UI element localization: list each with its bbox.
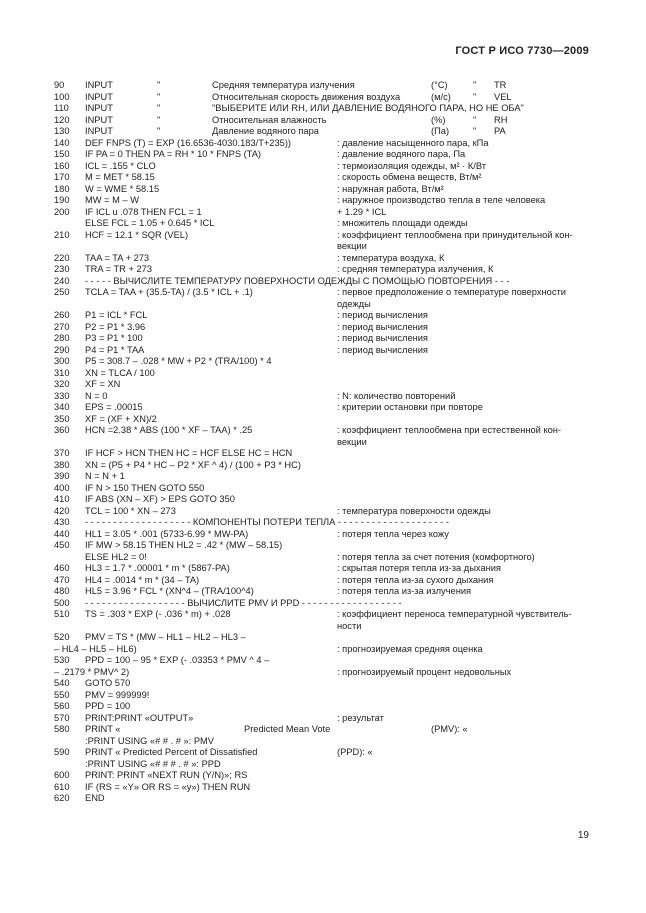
code-comment: : период вычисления <box>337 310 428 320</box>
code-statement: PMV = TS * (MW – HL1 – HL2 – HL3 – <box>85 632 246 642</box>
code-line <box>0 540 646 552</box>
print-line <box>0 724 646 736</box>
code-line <box>0 632 646 644</box>
code-statement: IF (RS = «Y» OR RS = «y») THEN RUN <box>85 781 251 792</box>
code-statement: P5 = 308.7 – .028 * MW + P2 * (TRA/100) * 4 <box>85 356 272 366</box>
code-statement: M = MET * 58.15 <box>85 172 155 182</box>
code-line <box>0 172 646 184</box>
code-line <box>0 552 646 564</box>
input-description: Относительная скорость движения воздуха <box>212 91 401 102</box>
code-statement: PRINT « Predicted Percent of Dissatisfied <box>85 747 258 757</box>
line-number: 580 <box>54 724 70 734</box>
line-number: 480 <box>54 586 70 596</box>
quote-mark: " <box>473 114 477 125</box>
line-number: 350 <box>54 413 70 424</box>
code-line <box>0 575 646 587</box>
code-line <box>0 161 646 173</box>
code-line <box>0 287 646 299</box>
code-comment: : N: количество повторений <box>337 390 456 401</box>
line-number: 250 <box>54 287 70 297</box>
code-line <box>0 644 646 656</box>
code-comment: : потеря тепла за счет потения (комфортного) <box>337 551 535 562</box>
code-statement: EPS = .00015 <box>85 402 143 412</box>
code-line <box>0 690 646 702</box>
code-comment: ности <box>337 620 362 631</box>
input-variable: PA <box>494 126 506 136</box>
line-number: 100 <box>54 91 70 102</box>
code-statement: IF PA = 0 THEN PA = RH * 10 * FNPS (TA) <box>85 149 262 159</box>
code-keyword: INPUT <box>85 80 113 90</box>
line-number: 200 <box>54 206 70 217</box>
code-statement: END <box>85 793 105 803</box>
code-comment: : температура воздуха, К <box>337 252 445 263</box>
code-statement: XN = (P5 + P4 * HC – P2 * XF ^ 4) / (100 + P3 * HC) <box>85 459 301 470</box>
code-statement: P3 = P1 * 100 <box>85 333 143 343</box>
line-number: 320 <box>54 379 70 389</box>
code-line <box>0 195 646 207</box>
print-line <box>0 793 646 805</box>
code-statement: W = WME * 58.15 <box>85 183 160 194</box>
line-number: 430 <box>54 517 70 527</box>
line-number: 280 <box>54 333 70 343</box>
line-number: 530 <box>54 655 70 665</box>
line-number: 590 <box>54 747 70 757</box>
code-comment: : термоизоляция одежды, м² · К/Вт <box>337 160 486 171</box>
code-statement: HCN =2.38 * ABS (100 * XF – TAA) * .25 <box>85 425 253 435</box>
code-line <box>0 437 646 449</box>
code-line <box>0 207 646 219</box>
code-statement: TRA = TR + 273 <box>85 264 153 274</box>
input-line <box>0 126 646 138</box>
input-variable: TR <box>494 80 507 90</box>
line-number: 440 <box>54 528 70 539</box>
code-line <box>0 483 646 495</box>
input-unit: (м/с) <box>431 91 451 102</box>
quote-mark: " <box>473 91 477 102</box>
line-number: 90 <box>54 80 65 90</box>
code-comment: : период вычисления <box>337 344 428 355</box>
document-header: ГОСТ Р ИСО 7730—2009 <box>455 45 589 57</box>
code-statement: :PRINT USING «# # # . # »: PPD <box>85 758 221 769</box>
code-line <box>0 241 646 253</box>
line-number: 140 <box>54 137 70 148</box>
line-number: 270 <box>54 321 70 332</box>
code-statement: HCF = 12.1 * SQR (VEL) <box>85 229 189 240</box>
code-comment: : период вычисления <box>337 333 428 343</box>
line-number: 290 <box>54 344 70 355</box>
line-number: 370 <box>54 448 70 458</box>
line-number: 470 <box>54 574 70 585</box>
code-line <box>0 149 646 161</box>
code-line <box>0 356 646 368</box>
quote-mark: " <box>473 126 477 136</box>
input-unit: (Па) <box>431 126 450 136</box>
code-line <box>0 414 646 426</box>
line-number: 360 <box>54 425 70 435</box>
print-suffix: (PPD): « <box>337 747 373 757</box>
quote-mark: " <box>473 80 477 90</box>
code-statement: XF = XN <box>85 379 121 389</box>
code-line <box>0 218 646 230</box>
line-number: 620 <box>54 793 70 803</box>
line-number: 540 <box>54 678 70 688</box>
code-statement: IF N > 150 THEN GOTO 550 <box>85 482 205 493</box>
code-statement: - - - - - - - - - - - - - - - - - - - КОМПОНЕНТЫ ПОТЕРИ ТЕПЛА - - - - - - - - - - - - - - - - - - - - <box>85 517 449 527</box>
code-line <box>0 529 646 541</box>
code-comment: : средняя температура излучения, К <box>337 264 494 274</box>
code-statement: IF ICL u .078 THEN FCL = 1 <box>85 206 202 217</box>
code-statement: N = 0 <box>85 390 108 401</box>
print-line <box>0 747 646 759</box>
code-line <box>0 667 646 679</box>
line-number: 310 <box>54 367 70 378</box>
line-number: 380 <box>54 459 70 470</box>
code-line <box>0 276 646 288</box>
input-line <box>0 80 646 92</box>
code-statement: HL3 = 1.7 * .00001 * m * (5867-PA) <box>85 563 230 573</box>
code-line <box>0 563 646 575</box>
code-statement: TCL = 100 * XN – 273 <box>85 505 176 516</box>
code-statement: HL5 = 3.96 * FCL * (XN^4 – (TRA/100^4) <box>85 586 254 596</box>
line-number: 600 <box>54 770 70 780</box>
input-line <box>0 115 646 127</box>
code-line <box>0 713 646 725</box>
code-comment: : потеря тепла из-за сухого дыхания <box>337 574 494 585</box>
line-number: 520 <box>54 632 70 642</box>
code-line <box>0 391 646 403</box>
code-comment: векции <box>337 436 367 447</box>
line-number: 230 <box>54 264 70 274</box>
code-line <box>0 678 646 690</box>
code-statement: – HL4 – HL5 – HL6) <box>54 643 137 654</box>
code-statement: N = N + 1 <box>85 471 125 481</box>
code-line <box>0 230 646 242</box>
code-statement: PRINT « <box>85 724 121 734</box>
code-statement: P4 = P1 * TAA <box>85 344 145 355</box>
code-statement: P1 = ICL * FCL <box>85 310 148 320</box>
code-statement: DEF FNPS (T) = EXP (16.6536-4030.183/T+235)) <box>85 137 292 148</box>
line-number: 210 <box>54 229 70 240</box>
code-comment: : коэффициент теплообмена при принудительной кон- <box>337 229 573 240</box>
code-statement: PRINT:PRINT «OUTPUT» <box>85 712 194 723</box>
line-number: 420 <box>54 505 70 516</box>
line-number: 410 <box>54 494 70 504</box>
code-statement: - - - - - ВЫЧИСЛИТЕ ТЕМПЕРАТУРУ ПОВЕРХНОСТИ ОДЕЖДЫ С ПОМОЩЬЮ ПОВТОРЕНИЯ - - - <box>85 275 510 286</box>
quote-mark: " <box>157 91 161 102</box>
code-line <box>0 310 646 322</box>
line-number: 460 <box>54 563 70 573</box>
code-statement: HL1 = 3.05 * .001 (5733-6.99 * MW-PA) <box>85 528 249 539</box>
code-comment: : наружное производство тепла в теле человека <box>337 195 546 205</box>
code-statement: MW = M – W <box>85 195 139 205</box>
line-number: 150 <box>54 149 70 159</box>
code-comment: : потеря тепла через кожу <box>337 528 449 539</box>
code-comment: одежды <box>337 298 371 309</box>
line-number: 400 <box>54 482 70 493</box>
basic-program-listing <box>0 80 646 805</box>
code-statement: TS = .303 * EXP (- .036 * m) + .028 <box>85 609 231 619</box>
code-statement: ICL = .155 * CLO <box>85 160 156 171</box>
code-line <box>0 184 646 196</box>
code-statement: IF MW > 58.15 THEN HL2 = .42 * (MW – 58.15) <box>85 540 283 550</box>
code-line <box>0 517 646 529</box>
code-line <box>0 460 646 472</box>
code-statement: IF HCF > HCN THEN HC = HCF ELSE HC = HCN <box>85 448 293 458</box>
code-statement: TCLA = TAA + (35.5-TA) / (3.5 * ICL + .1) <box>85 287 253 297</box>
code-statement: TAA = TA + 273 <box>85 252 150 263</box>
code-line <box>0 701 646 713</box>
input-unit: (°C) <box>431 80 448 90</box>
code-line <box>0 448 646 460</box>
code-statement: PRINT: PRINT «NEXT RUN (Y/N)»; RS <box>85 770 248 780</box>
code-line <box>0 506 646 518</box>
line-number: 450 <box>54 540 70 550</box>
code-comment: : коэффициент переноса температурной чувствитель- <box>337 609 572 619</box>
line-number: 390 <box>54 471 70 481</box>
line-number: 240 <box>54 275 70 286</box>
line-number: 500 <box>54 597 70 608</box>
input-unit: (%) <box>431 114 446 125</box>
code-comment: : наружная работа, Вт/м² <box>337 183 444 194</box>
code-line <box>0 368 646 380</box>
code-comment: : давление водяного пара, Па <box>337 149 466 159</box>
code-statement: ELSE FCL = 1.05 + 0.645 * ICL <box>85 218 215 228</box>
print-suffix: (PMV): « <box>431 724 468 734</box>
code-comment: : скорость обмена веществ, Вт/м² <box>337 172 482 182</box>
line-number: 180 <box>54 183 70 194</box>
code-line <box>0 609 646 621</box>
code-comment: : результат <box>337 712 384 723</box>
line-number: 160 <box>54 160 70 171</box>
code-statement: - - - - - - - - - - - - - - - - - - ВЫЧИСЛИТЕ PMV И PPD - - - - - - - - - - - - - - - - - - <box>85 597 402 608</box>
code-keyword: INPUT <box>85 114 113 125</box>
code-statement: PPD = 100 – 95 * EXP (- .03353 * PMV ^ 4 – <box>85 655 270 665</box>
code-statement: XF = (XF + XN)/2 <box>85 413 157 424</box>
code-line <box>0 322 646 334</box>
input-description: "ВЫБЕРИТЕ ИЛИ RH, ИЛИ ДАВЛЕНИЕ ВОДЯНОГО ПАРА, НО НЕ ОБА" <box>212 103 524 113</box>
print-line <box>0 759 646 771</box>
code-statement: GOTO 570 <box>85 678 131 688</box>
code-statement: HL4 = .0014 * m * (34 – TA) <box>85 574 200 585</box>
code-line <box>0 299 646 311</box>
code-comment: : прогнозируемый процент недовольных <box>337 666 512 677</box>
line-number: 110 <box>54 103 69 113</box>
code-line <box>0 402 646 414</box>
line-number: 610 <box>54 781 70 792</box>
code-statement: IF ABS (XN – XF) > EPS GOTO 350 <box>85 494 235 504</box>
line-number: 300 <box>54 356 70 366</box>
code-line <box>0 379 646 391</box>
code-line <box>0 345 646 357</box>
print-label: Predicted Mean Vote <box>244 724 331 734</box>
line-number: 170 <box>54 172 70 182</box>
line-number: 340 <box>54 402 70 412</box>
code-statement: P2 = P1 * 3.96 <box>85 321 146 332</box>
code-keyword: INPUT <box>85 103 113 113</box>
code-line <box>0 494 646 506</box>
line-number: 190 <box>54 195 70 205</box>
code-line <box>0 621 646 633</box>
line-number: 570 <box>54 712 70 723</box>
line-number: 510 <box>54 609 70 619</box>
print-line <box>0 736 646 748</box>
code-statement: ELSE HL2 = 0! <box>85 551 147 562</box>
code-line <box>0 471 646 483</box>
code-line <box>0 425 646 437</box>
input-line <box>0 92 646 104</box>
code-comment: : скрытая потеря тепла из-за дыхания <box>337 563 501 573</box>
code-line <box>0 586 646 598</box>
code-comment: : температура поверхности одежды <box>337 505 491 516</box>
line-number: 560 <box>54 701 70 711</box>
code-statement: :PRINT USING «# # . # »: PMV <box>85 735 214 746</box>
code-line <box>0 253 646 265</box>
code-comment: : прогнозируемая средняя оценка <box>337 643 483 654</box>
code-comment: : критерии остановки при повторе <box>337 402 483 412</box>
print-line <box>0 782 646 794</box>
code-statement: – .2179 * PMV^ 2) <box>54 666 130 677</box>
quote-mark: " <box>157 80 161 90</box>
input-description: Давление водяного пара <box>212 126 319 136</box>
quote-mark: " <box>157 126 161 136</box>
code-statement: PPD = 100 <box>85 701 131 711</box>
print-line <box>0 770 646 782</box>
code-statement: PMV = 999999! <box>85 689 150 700</box>
page-number: 19 <box>577 830 589 841</box>
code-line <box>0 138 646 150</box>
code-statement: XN = TLCA / 100 <box>85 367 155 378</box>
code-comment: : потеря тепла из-за излучения <box>337 586 472 596</box>
line-number: 260 <box>54 310 70 320</box>
input-description: Средняя температура излучения <box>212 80 355 90</box>
input-variable: VEL <box>494 91 512 102</box>
line-number: 130 <box>54 126 70 136</box>
code-line <box>0 655 646 667</box>
input-description: Относительная влажность <box>212 114 327 125</box>
code-line <box>0 264 646 276</box>
code-comment: : множитель площади одежды <box>337 218 468 228</box>
input-variable: RH <box>494 114 508 125</box>
code-comment: : коэффициент теплообмена при естественной кон- <box>337 425 562 435</box>
line-number: 120 <box>54 114 70 125</box>
line-number: 330 <box>54 390 70 401</box>
code-comment: : первое предположение о температуре поверхности <box>337 287 566 297</box>
code-line <box>0 598 646 610</box>
line-number: 220 <box>54 252 70 263</box>
quote-mark: " <box>157 103 161 113</box>
input-line <box>0 103 646 115</box>
code-comment: : период вычисления <box>337 321 428 332</box>
line-number: 550 <box>54 689 70 700</box>
quote-mark: " <box>157 114 161 125</box>
code-comment: векции <box>337 241 367 251</box>
code-keyword: INPUT <box>85 91 113 102</box>
code-keyword: INPUT <box>85 126 113 136</box>
code-line <box>0 333 646 345</box>
code-comment: + 1.29 * ICL <box>337 206 387 217</box>
code-comment: : давление насыщенного пара, кПа <box>337 137 489 148</box>
